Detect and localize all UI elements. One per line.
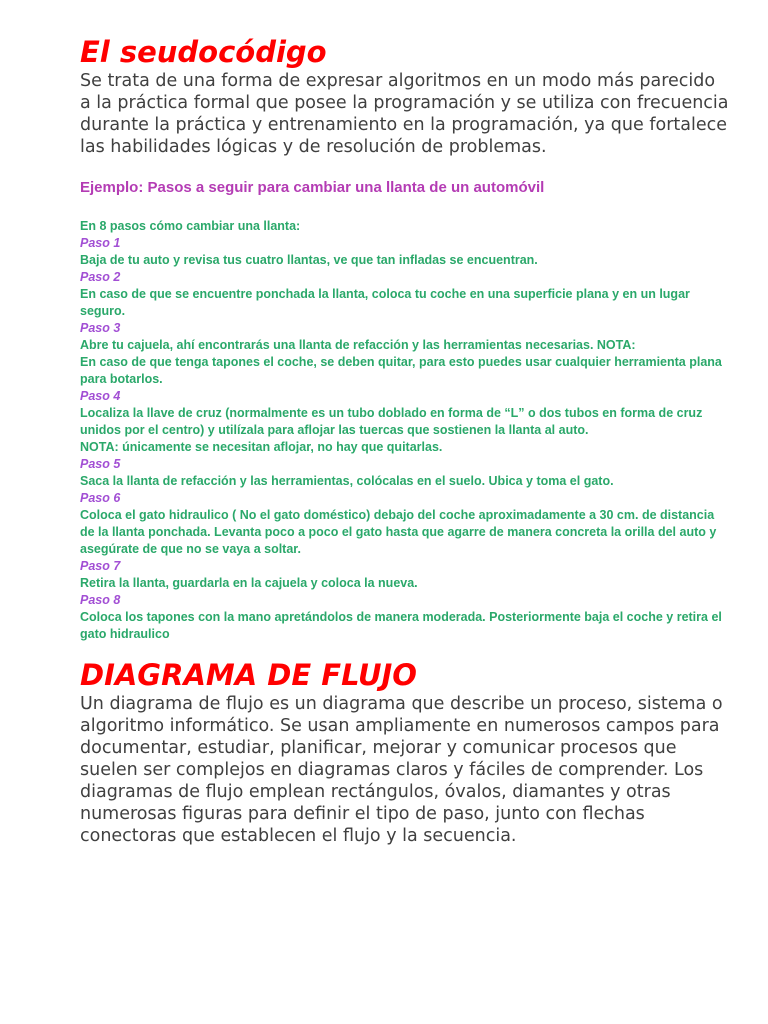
section-title-seudocodigo: El seudocódigo: [80, 35, 327, 69]
step-label: Paso 5: [80, 457, 121, 471]
step-text: Abre tu cajuela, ahí encontrarás una llanta de refacción y las herramientas necesarias. NOTA:: [80, 338, 636, 352]
step-text: Coloca los tapones con la mano apretándolos de manera moderada. Posteriormente baja el coche y retira el gato hidraulico: [80, 610, 722, 641]
step-text: En caso de que se encuentre ponchada la llanta, coloca tu coche en una superficie plana y en un lugar seguro.: [80, 287, 690, 318]
step-label: Paso 4: [80, 389, 121, 403]
diagrama-paragraph: Un diagrama de flujo es un diagrama que describe un proceso, sistema o algoritmo informático. Se usan ampliamente en numerosos campos para documentar, estudiar, planificar, mejorar y comunicar procesos que suelen ser complejos en diagramas claros y fáciles de comprender. Los diagramas de flujo emplean rectángulos, óvalos, diamantes y otras numerosas figuras para definir el tipo de paso, junto con flechas conectoras que establecen el flujo y la secuencia.: [80, 694, 723, 846]
step-note: NOTA: únicamente se necesitan aflojar, no hay que quitarlas.: [80, 440, 443, 454]
steps-list: [80, 218, 730, 643]
step-text: Retira la llanta, guardarla en la cajuela y coloca la nueva.: [80, 576, 418, 590]
step-label: Paso 3: [80, 321, 121, 335]
step-label: Paso 6: [80, 491, 121, 505]
example-title: Ejemplo: Pasos a seguir para cambiar una llanta de un automóvil: [80, 179, 545, 196]
step-label: Paso 7: [80, 559, 121, 573]
step-text: Coloca el gato hidraulico ( No el gato doméstico) debajo del coche aproximadamente a 30 cm. de distancia de la llanta ponchada. Levanta poco a poco el gato hasta que agarre de manera concreta la orilla del auto y asegúrate de que no se vaya a soltar.: [80, 508, 717, 556]
step-text: Saca la llanta de refacción y las herramientas, colócalas en el suelo. Ubica y toma el gato.: [80, 474, 614, 488]
section-title-diagrama: DIAGRAMA DE FLUJO: [80, 658, 417, 692]
step-note: En caso de que tenga tapones el coche, se deben quitar, para esto puedes usar cualquier herramienta plana para botarlos.: [80, 355, 722, 386]
step-label: Paso 1: [80, 236, 121, 250]
step-label: Paso 2: [80, 270, 121, 284]
steps-intro: En 8 pasos cómo cambiar una llanta:: [80, 219, 301, 233]
seudocodigo-paragraph: Se trata de una forma de expresar algoritmos en un modo más parecido a la práctica formal que posee la programación y se utiliza con frecuencia durante la práctica y entrenamiento en la programación, ya que fortalece las habilidades lógicas y de resolución de problemas.: [80, 71, 729, 157]
step-text: Localiza la llave de cruz (normalmente es un tubo doblado en forma de “L” o dos tubos en forma de cruz unidos por el centro) y utilízala para aflojar las tuercas que sostienen la llanta al auto.: [80, 406, 703, 437]
step-text: Baja de tu auto y revisa tus cuatro llantas, ve que tan infladas se encuentran.: [80, 253, 538, 267]
step-label: Paso 8: [80, 593, 121, 607]
document-page: [80, 34, 730, 847]
